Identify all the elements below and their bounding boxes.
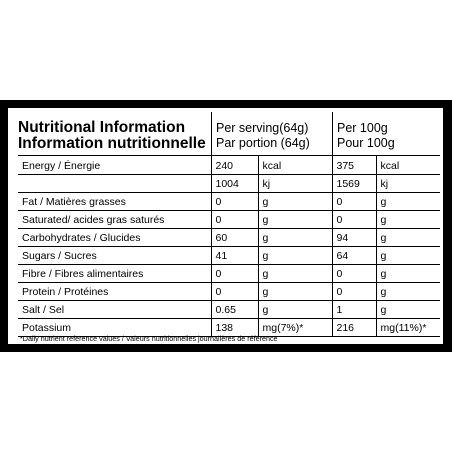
serving-unit: kj — [258, 175, 332, 193]
label-background — [0, 100, 452, 352]
per100g-value: 216 — [332, 319, 376, 337]
per100g-unit: g — [376, 265, 440, 283]
per100g-unit: g — [376, 229, 440, 247]
per100g-value: 1569 — [332, 175, 376, 193]
nutrition-table — [18, 155, 440, 337]
table-row — [18, 211, 440, 229]
serving-value: 138 — [211, 319, 258, 337]
table-row — [18, 265, 440, 283]
footnote: *Daily nutrient reference values / Valeurs nutritionnelles journalières de référence — [20, 334, 278, 343]
per100g-unit: mg(11%)* — [376, 319, 440, 337]
table-row — [18, 156, 440, 175]
per-100g-en: Per 100g — [337, 121, 388, 135]
per-serving-fr: Par portion (64g) — [216, 136, 310, 150]
nutrient-name — [18, 175, 211, 193]
per100g-value: 0 — [332, 283, 376, 301]
per100g-value: 0 — [332, 193, 376, 211]
nutrient-name: Fat / Matières grasses — [18, 193, 211, 211]
serving-value: 1004 — [211, 175, 258, 193]
serving-value: 0 — [211, 283, 258, 301]
nutrient-name: Salt / Sel — [18, 301, 211, 319]
per100g-unit: g — [376, 301, 440, 319]
table-row — [18, 193, 440, 211]
nutrient-name: Energy / Énergie — [18, 156, 211, 175]
title-english: Nutritional Information — [18, 119, 186, 136]
nutrient-name: Potassium — [18, 319, 211, 337]
nutrient-name: Fibre / Fibres alimentaires — [18, 265, 211, 283]
per100g-unit: kj — [376, 175, 440, 193]
per-serving-header — [216, 121, 310, 151]
header-divider-2 — [332, 112, 333, 155]
serving-value: 0 — [211, 265, 258, 283]
serving-unit: g — [258, 265, 332, 283]
label-title — [18, 120, 213, 152]
per100g-unit: g — [376, 211, 440, 229]
serving-unit: g — [258, 229, 332, 247]
serving-unit: g — [258, 193, 332, 211]
per100g-unit: kcal — [376, 156, 440, 175]
table-row — [18, 229, 440, 247]
nutrient-name: Sugars / Sucres — [18, 247, 211, 265]
table-row — [18, 301, 440, 319]
nutrition-label — [8, 108, 443, 344]
serving-unit: g — [258, 211, 332, 229]
serving-value: 60 — [211, 229, 258, 247]
nutrient-name: Saturated/ acides gras saturés — [18, 211, 211, 229]
serving-unit: g — [258, 283, 332, 301]
serving-unit: mg(7%)* — [258, 319, 332, 337]
per100g-unit: g — [376, 193, 440, 211]
table-row — [18, 247, 440, 265]
nutrient-name: Carbohydrates / Glucides — [18, 229, 211, 247]
serving-value: 41 — [211, 247, 258, 265]
serving-value: 0.65 — [211, 301, 258, 319]
per-serving-en: Per serving(64g) — [216, 121, 309, 135]
per100g-unit: g — [376, 247, 440, 265]
table-row — [18, 283, 440, 301]
per100g-value: 64 — [332, 247, 376, 265]
serving-value: 0 — [211, 211, 258, 229]
per100g-value: 1 — [332, 301, 376, 319]
nutrient-name: Protein / Protéines — [18, 283, 211, 301]
serving-unit: g — [258, 301, 332, 319]
table-row — [18, 175, 440, 193]
serving-unit: kcal — [258, 156, 332, 175]
serving-value: 240 — [211, 156, 258, 175]
serving-unit: g — [258, 247, 332, 265]
per-100g-header — [337, 121, 395, 151]
per-100g-fr: Pour 100g — [337, 136, 395, 150]
serving-value: 0 — [211, 193, 258, 211]
header-divider-1 — [211, 112, 212, 155]
per100g-unit: g — [376, 283, 440, 301]
per100g-value: 0 — [332, 265, 376, 283]
per100g-value: 94 — [332, 229, 376, 247]
per100g-value: 375 — [332, 156, 376, 175]
per100g-value: 0 — [332, 211, 376, 229]
title-french: Information nutritionnelle — [18, 135, 206, 152]
